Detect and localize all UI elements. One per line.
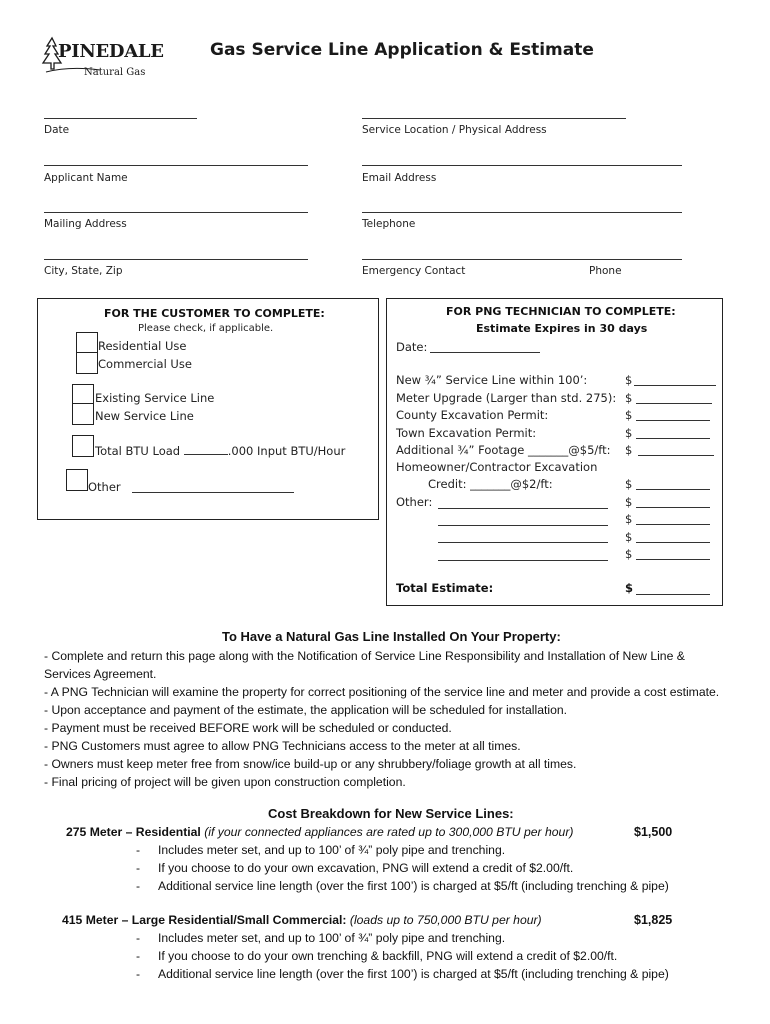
- meter-415-price: $1,825: [634, 913, 673, 927]
- date-label: Date: [44, 124, 70, 136]
- meter-415-bullet: Additional service line length (over the first 100’) is charged at $5/ft (including trenching & pipe): [158, 967, 669, 981]
- meter-415-note: (loads up to 750,000 BTU per hour): [349, 913, 542, 927]
- meter-275-bullet: Includes meter set, and up to 100’ of ¾” poly pipe and trenching.: [158, 843, 506, 857]
- dollar-sign: $: [625, 373, 633, 387]
- other-input-line[interactable]: [132, 492, 294, 493]
- city-state-zip-input-line[interactable]: [44, 259, 308, 260]
- other-item-input-line[interactable]: [438, 525, 608, 526]
- dollar-sign: $: [625, 495, 633, 509]
- meter-415-name: 415 Meter – Large Residential/Small Commercial:: [62, 913, 347, 927]
- technician-section-heading: FOR PNG TECHNICIAN TO COMPLETE:: [446, 305, 676, 318]
- city-state-zip-label: City, State, Zip: [44, 265, 123, 277]
- customer-section-subheading: Please check, if applicable.: [138, 323, 274, 334]
- estimate-item: Additional ¾” Footage _______@$5/ft:: [396, 443, 611, 457]
- estimate-item: Other:: [396, 495, 433, 509]
- amount-input-line[interactable]: [634, 385, 716, 386]
- email-input-line[interactable]: [362, 165, 682, 166]
- bullet-mark: -: [136, 861, 141, 875]
- instruction-line: - Complete and return this page along with the Notification of Service Line Responsibility and Installation of New Line &: [44, 649, 685, 663]
- estimate-item: Meter Upgrade (Larger than std. 275):: [396, 391, 617, 405]
- other-checkbox[interactable]: [66, 469, 88, 491]
- meter-275-price: $1,500: [634, 825, 673, 839]
- dollar-sign: $: [625, 391, 633, 405]
- bullet-mark: -: [136, 931, 141, 945]
- bullet-mark: -: [136, 967, 141, 981]
- email-label: Email Address: [362, 172, 437, 184]
- estimate-item: Town Excavation Permit:: [396, 426, 537, 440]
- estimate-item: Credit: _______@$2/ft:: [428, 477, 553, 491]
- residential-label: Residential Use: [98, 339, 187, 353]
- amount-input-line[interactable]: [638, 455, 714, 456]
- existing-service-label: Existing Service Line: [95, 391, 215, 405]
- phone-label: Phone: [589, 265, 622, 277]
- mailing-address-input-line[interactable]: [44, 212, 308, 213]
- dollar-sign: $: [625, 547, 633, 561]
- instruction-line: - Owners must keep meter free from snow/ice build-up or any shrubbery/foliage growth at all times.: [44, 757, 577, 771]
- tech-date-input-line[interactable]: [430, 352, 540, 353]
- telephone-label: Telephone: [362, 218, 416, 230]
- instruction-line: - A PNG Technician will examine the property for correct positioning of the service line and meter and provide a cost estimate.: [44, 685, 720, 699]
- bullet-mark: -: [136, 949, 141, 963]
- estimate-item: Homeowner/Contractor Excavation: [396, 460, 598, 474]
- mailing-address-label: Mailing Address: [44, 218, 127, 230]
- instructions-title: To Have a Natural Gas Line Installed On Your Property:: [222, 629, 561, 644]
- emergency-contact-input-line[interactable]: [362, 259, 682, 260]
- dollar-sign: $: [625, 443, 633, 457]
- estimate-item: County Excavation Permit:: [396, 408, 549, 422]
- commercial-label: Commercial Use: [98, 357, 192, 371]
- dollar-sign: $: [625, 530, 633, 544]
- date-input-line[interactable]: [44, 118, 197, 119]
- other-item-input-line[interactable]: [438, 542, 608, 543]
- meter-275-note: (if your connected appliances are rated up to 300,000 BTU per hour): [204, 825, 574, 839]
- bullet-mark: -: [136, 879, 141, 893]
- instruction-line: - Payment must be received BEFORE work will be scheduled or conducted.: [44, 721, 452, 735]
- new-service-label: New Service Line: [95, 409, 194, 423]
- meter-415-bullet: Includes meter set, and up to 100’ of ¾” poly pipe and trenching.: [158, 931, 506, 945]
- residential-checkbox[interactable]: [76, 332, 98, 354]
- other-item-input-line[interactable]: [438, 560, 608, 561]
- logo-name: PINEDALE: [58, 41, 164, 62]
- new-service-checkbox[interactable]: [72, 403, 94, 425]
- service-location-label: Service Location / Physical Address: [362, 124, 547, 136]
- bullet-mark: -: [136, 843, 141, 857]
- instruction-line: - Final pricing of project will be given upon construction completion.: [44, 775, 406, 789]
- estimate-item: New ¾” Service Line within 100’:: [396, 373, 588, 387]
- amount-input-line[interactable]: [636, 524, 710, 525]
- page-title: Gas Service Line Application & Estimate: [210, 40, 594, 60]
- dollar-sign: $: [625, 512, 633, 526]
- amount-input-line[interactable]: [636, 542, 710, 543]
- meter-275-bullet: If you choose to do your own excavation, PNG will extend a credit of $2.00/ft.: [158, 861, 574, 875]
- meter-275-name: 275 Meter – Residential: [66, 825, 201, 839]
- emergency-contact-label: Emergency Contact: [362, 265, 466, 277]
- cost-breakdown-title: Cost Breakdown for New Service Lines:: [268, 806, 514, 821]
- btu-load-label: [95, 444, 345, 458]
- meter-275-heading: [66, 825, 573, 839]
- amount-input-line[interactable]: [636, 403, 712, 404]
- estimate-expires: Estimate Expires in 30 days: [476, 322, 648, 335]
- applicant-name-input-line[interactable]: [44, 165, 308, 166]
- btu-load-prefix: Total BTU Load: [95, 444, 184, 458]
- meter-415-bullet: If you choose to do your own trenching & backfill, PNG will extend a credit of $2.00/ft.: [158, 949, 618, 963]
- btu-load-input-line[interactable]: [184, 444, 228, 455]
- meter-275-bullet: Additional service line length (over the first 100’) is charged at $5/ft (including trenching & pipe): [158, 879, 669, 893]
- applicant-name-label: Applicant Name: [44, 172, 128, 184]
- btu-load-suffix: .000 Input BTU/Hour: [227, 444, 346, 458]
- dollar-sign: $: [625, 477, 633, 491]
- logo-subtitle: Natural Gas: [84, 67, 146, 78]
- tech-date-label: Date:: [396, 340, 428, 354]
- amount-input-line[interactable]: [636, 507, 710, 508]
- instruction-line: - Upon acceptance and payment of the estimate, the application will be scheduled for installation.: [44, 703, 568, 717]
- other-item-input-line[interactable]: [438, 508, 608, 509]
- meter-415-heading: [62, 913, 542, 927]
- service-location-input-line[interactable]: [362, 118, 626, 119]
- amount-input-line[interactable]: [636, 489, 710, 490]
- amount-input-line[interactable]: [636, 420, 710, 421]
- amount-input-line[interactable]: [636, 559, 710, 560]
- total-estimate-label: Total Estimate:: [396, 581, 494, 595]
- instruction-line: Services Agreement.: [44, 667, 157, 681]
- amount-input-line[interactable]: [636, 438, 710, 439]
- telephone-input-line[interactable]: [362, 212, 682, 213]
- commercial-checkbox[interactable]: [76, 352, 98, 374]
- dollar-sign: $: [625, 408, 633, 422]
- dollar-sign: $: [625, 426, 633, 440]
- total-estimate-input-line[interactable]: [636, 594, 710, 595]
- customer-section-heading: FOR THE CUSTOMER TO COMPLETE:: [104, 307, 325, 320]
- instruction-line: - PNG Customers must agree to allow PNG Technicians access to the meter at all times.: [44, 739, 521, 753]
- btu-load-checkbox[interactable]: [72, 435, 94, 457]
- total-dollar-sign: $: [625, 581, 634, 595]
- other-label: Other: [88, 480, 121, 494]
